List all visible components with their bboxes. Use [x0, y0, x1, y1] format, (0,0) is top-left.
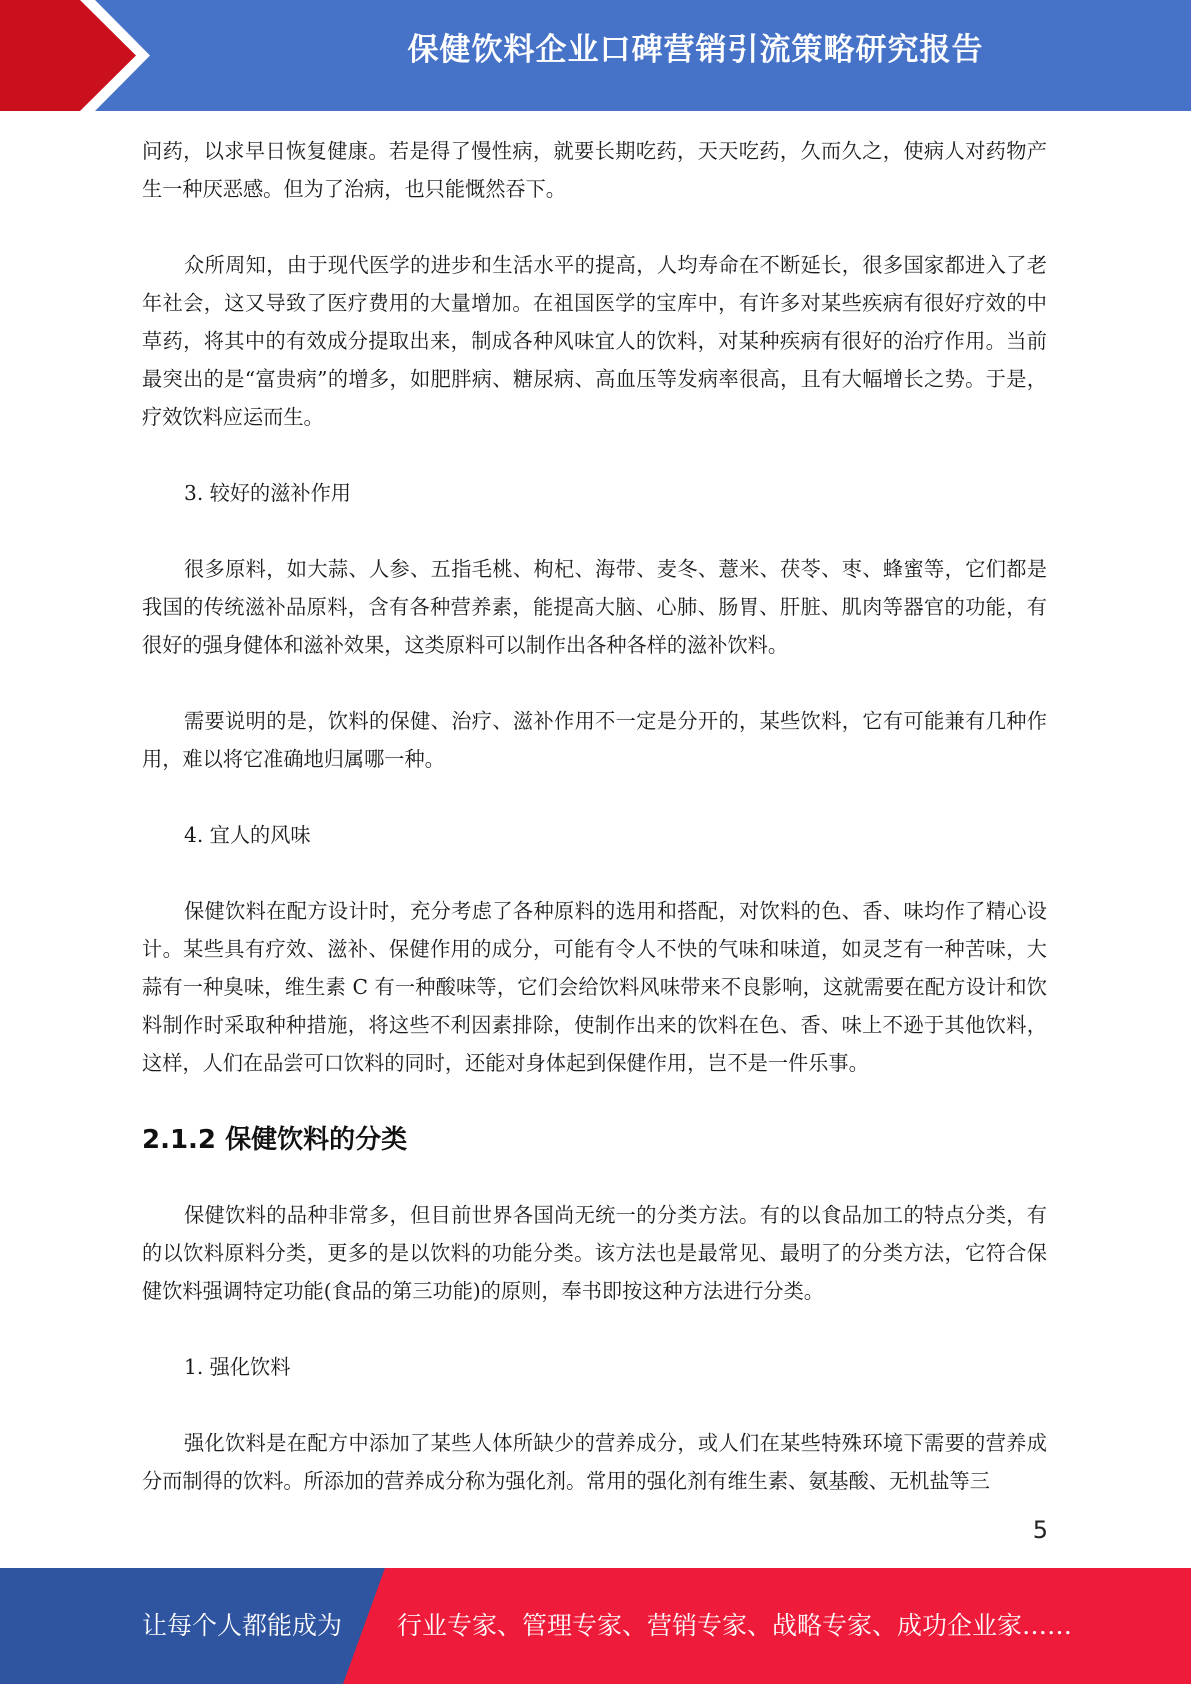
list-item-4: 4. 宜人的风味 [184, 823, 311, 847]
paragraph-1: 问药，以求早日恢复健康。若是得了慢性病，就要长期吃药，天天吃药，久而久之，使病人对药物产生一种厌恶感。但为了治病，也只能慨然吞下。 [142, 139, 1047, 201]
page-header [0, 0, 1191, 111]
list-item-1: 1. 强化饮料 [184, 1355, 291, 1379]
paragraph-3: 很多原料，如大蒜、人参、五指毛桃、枸杞、海带、麦冬、薏米、茯苓、枣、蜂蜜等，它们都是我国的传统滋补品原料，含有各种营养素，能提高大脑、心肺、肠胃、肝脏、肌肉等器官的功能，有很好的强身健体和滋补效果，这类原料可以制作出各种各样的滋补饮料。 [142, 557, 1047, 657]
footer-slogan-left: 让每个人都能成为 [142, 1611, 343, 1640]
paragraph-5: 保健饮料在配方设计时，充分考虑了各种原料的选用和搭配，对饮料的色、香、味均作了精心设计。某些具有疗效、滋补、保健作用的成分，可能有令人不快的气味和味道，如灵芝有一种苦味，大蒜有一种臭味，维生素 C 有一种酸味等，它们会给饮料风味带来不良影响，这就需要在配方设计和饮料制作时采取种种措施，将这些不利因素排除，使制作出来的饮料在色、香、味上不逊于其他饮料，这样，人们在品尝可口饮料的同时，还能对身体起到保健作用，岂不是一件乐事。 [142, 899, 1047, 1075]
header-arrow-icon [0, 0, 140, 111]
page-footer [0, 1568, 1191, 1684]
section-heading: 2.1.2 保健饮料的分类 [142, 1125, 408, 1155]
paragraph-2: 众所周知，由于现代医学的进步和生活水平的提高，人均寿命在不断延长，很多国家都进入了老年社会，这又导致了医疗费用的大量增加。在祖国医学的宝库中，有许多对某些疾病有很好疗效的中草药，将其中的有效成分提取出来，制成各种风味宜人的饮料，对某种疾病有很好的治疗作用。当前最突出的是“富贵病”的增多，如肥胖病、糖尿病、高血压等发病率很高，且有大幅增长之势。于是，疗效饮料应运而生。 [142, 253, 1047, 429]
paragraph-6: 保健饮料的品种非常多，但目前世界各国尚无统一的分类方法。有的以食品加工的特点分类，有的以饮料原料分类，更多的是以饮料的功能分类。该方法也是最常见、最明了的分类方法，它符合保健饮料强调特定功能(食品的第三功能)的原则，奉书即按这种方法进行分类。 [142, 1203, 1047, 1303]
document-body [142, 132, 1047, 1538]
footer-slogan-right: 行业专家、管理专家、营销专家、战略专家、成功企业家…… [397, 1611, 1073, 1640]
list-item-3: 3. 较好的滋补作用 [184, 481, 351, 505]
paragraph-4: 需要说明的是，饮料的保健、治疗、滋补作用不一定是分开的，某些饮料，它有可能兼有几种作用，难以将它准确地归属哪一种。 [142, 709, 1047, 771]
paragraph-7: 强化饮料是在配方中添加了某些人体所缺少的营养成分，或人们在某些特殊环境下需要的营养成分而制得的饮料。所添加的营养成分称为强化剂。常用的强化剂有维生素、氨基酸、无机盐等三 [142, 1431, 1047, 1493]
report-title: 保健饮料企业口碑营销引流策略研究报告 [407, 32, 984, 68]
page-number: 5 [1032, 1516, 1048, 1544]
